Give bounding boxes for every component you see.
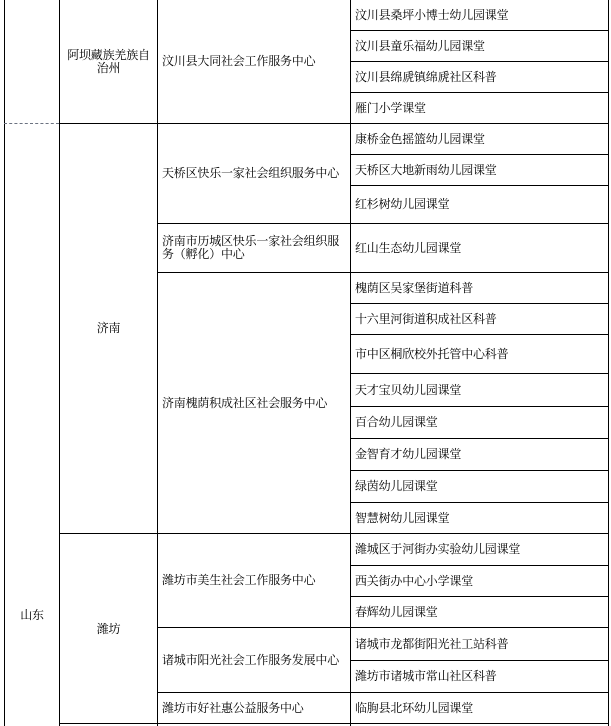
site-name: 潍坊市诸城市常山社区科普 xyxy=(355,669,497,683)
org-name: 济南市历城区快乐一家社会组织服务（孵化）中心 xyxy=(162,234,340,261)
org-cell xyxy=(158,693,350,723)
site-cell xyxy=(351,186,608,223)
site-name: 诸城市龙都街阳光社工站科普 xyxy=(355,636,509,651)
city-cell xyxy=(60,124,157,533)
site-cell xyxy=(351,566,608,596)
site-cell xyxy=(351,335,608,373)
site-cell xyxy=(351,93,608,123)
site-cell xyxy=(351,31,608,61)
province-name: 山东 xyxy=(20,607,44,622)
site-name: 金智育才幼儿园课堂 xyxy=(355,447,462,461)
org-name: 天桥区快乐一家社会组织服务中心 xyxy=(162,166,340,180)
site-name: 汶川县绵虒镇绵虒社区科普 xyxy=(355,69,497,84)
org-name: 潍坊市美生社会工作服务中心 xyxy=(162,573,316,587)
site-cell xyxy=(351,693,608,723)
site-cell xyxy=(351,224,608,272)
org-cell xyxy=(158,273,350,533)
site-name: 天才宝贝幼儿园课堂 xyxy=(355,382,462,397)
site-name: 康桥金色摇篮幼儿园课堂 xyxy=(355,131,485,146)
site-name: 红山生态幼儿园课堂 xyxy=(355,240,462,255)
site-cell xyxy=(351,597,608,627)
site-name: 槐荫区吴家堡街道科普 xyxy=(355,280,474,295)
org-cell xyxy=(158,0,350,123)
org-name: 汶川县大同社会工作服务中心 xyxy=(162,54,316,68)
site-name: 市中区桐欣校外托管中心科普 xyxy=(355,346,509,361)
site-name: 红杉树幼儿园课堂 xyxy=(355,197,450,211)
site-cell xyxy=(351,407,608,438)
site-cell xyxy=(351,374,608,406)
city-name: 阿坝藏族羌族自治州 xyxy=(67,47,150,75)
city-name: 潍坊 xyxy=(96,621,121,636)
city-cell xyxy=(60,0,157,123)
city-name: 济南 xyxy=(96,321,121,335)
site-cell xyxy=(351,471,608,502)
site-name: 临朐县北环幼儿园课堂 xyxy=(355,700,474,715)
org-name: 诸城市阳光社会工作服务发展中心 xyxy=(162,652,340,667)
grid-line-right xyxy=(608,0,609,726)
province-cell xyxy=(5,0,59,123)
site-cell xyxy=(351,661,608,692)
site-name: 雁门小学课堂 xyxy=(355,100,426,115)
site-cell xyxy=(351,0,608,30)
org-name: 潍坊市好社惠公益服务中心 xyxy=(162,700,304,715)
org-name: 济南槐荫积成社区社会服务中心 xyxy=(162,395,328,410)
site-name: 汶川县童乐福幼儿园课堂 xyxy=(355,38,485,53)
site-name: 西关街办中心小学课堂 xyxy=(355,573,474,588)
site-name: 汶川县桑坪小博士幼儿园课堂 xyxy=(355,7,509,22)
site-name: 潍城区于河街办实验幼儿园课堂 xyxy=(355,542,521,556)
org-cell xyxy=(158,628,350,692)
site-name: 春辉幼儿园课堂 xyxy=(355,604,438,619)
org-cell xyxy=(158,534,350,627)
site-cell xyxy=(351,534,608,565)
province-cell xyxy=(5,504,59,726)
site-name: 十六里河街道积成社区科普 xyxy=(355,311,497,326)
site-name: 百合幼儿园课堂 xyxy=(355,415,438,429)
site-name: 天桥区大地新雨幼儿园课堂 xyxy=(355,162,497,177)
site-cell xyxy=(351,155,608,185)
site-cell xyxy=(351,628,608,660)
site-cell xyxy=(351,439,608,470)
site-cell xyxy=(351,273,608,303)
site-name: 绿茵幼儿园课堂 xyxy=(355,479,438,493)
city-cell xyxy=(60,534,157,724)
site-cell xyxy=(351,62,608,92)
site-cell xyxy=(351,304,608,334)
site-name: 智慧树幼儿园课堂 xyxy=(355,510,450,525)
province-boundary-dashed xyxy=(4,123,59,124)
site-cell xyxy=(351,124,608,154)
site-cell xyxy=(351,503,608,533)
org-cell xyxy=(158,124,350,223)
org-cell xyxy=(158,224,350,272)
